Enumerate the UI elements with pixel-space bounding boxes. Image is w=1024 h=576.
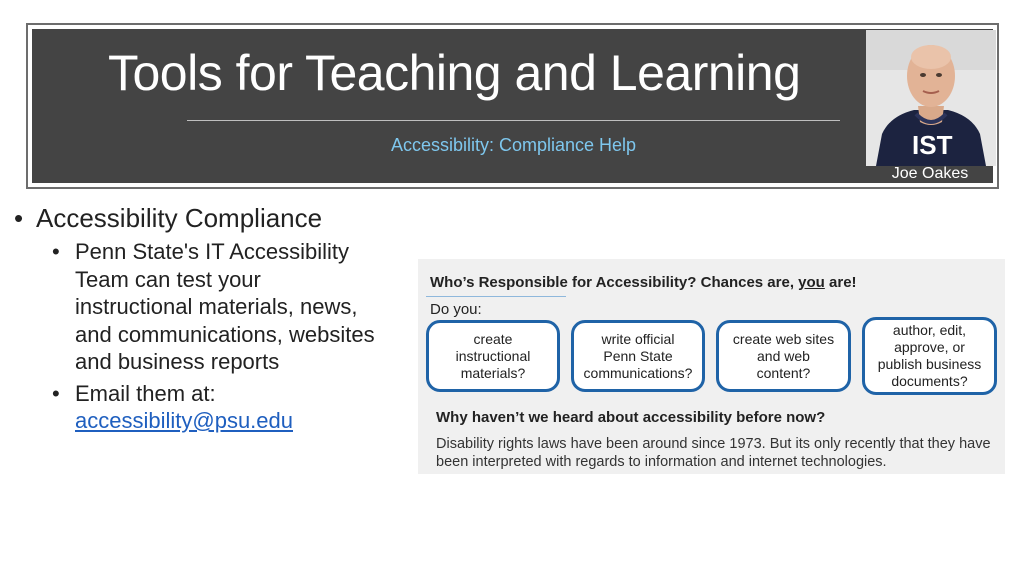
- bullet-main-text: Accessibility Compliance: [36, 203, 323, 233]
- box-text: create web sites and web content?: [732, 330, 835, 381]
- infographic-question: Why haven’t we heard about accessibility before now?: [436, 409, 826, 426]
- bullet-list: [14, 202, 414, 435]
- sub-bullet-it-team: [52, 238, 414, 376]
- email-link[interactable]: accessibility@psu.edu: [75, 408, 293, 433]
- box-official-communications: [571, 320, 705, 392]
- heading-suffix: are!: [824, 274, 857, 291]
- box-instructional-materials: [426, 320, 560, 392]
- infographic-divider: [426, 296, 566, 297]
- sub-bullet-line: Team can test your: [75, 266, 261, 292]
- sub-bullet-line: and communications, websites: [75, 321, 375, 347]
- bullet-dot: •: [52, 239, 60, 264]
- box-text: write official Penn State communications?: [583, 330, 693, 381]
- svg-text:IST: IST: [912, 130, 953, 160]
- slide-title: Tools for Teaching and Learning: [108, 45, 801, 101]
- presenter-name: Joe Oakes: [891, 165, 969, 182]
- title-divider: [187, 120, 840, 121]
- box-business-documents: [862, 317, 997, 395]
- heading-you: you: [798, 274, 825, 291]
- presenter-portrait-image: [866, 30, 996, 166]
- bullet-dot: •: [14, 203, 24, 233]
- heading-text: Who’s Responsible for Accessibility? Chances are,: [430, 274, 799, 291]
- bullet-accessibility-compliance: [14, 202, 414, 234]
- email-label: Email them at:: [75, 380, 216, 406]
- box-web-content: [716, 320, 851, 392]
- do-you-label: Do you:: [430, 301, 482, 318]
- title-banner: [26, 23, 999, 189]
- sub-bullet-line: instructional materials, news,: [75, 294, 358, 319]
- sub-bullet-line: and business reports: [75, 349, 280, 374]
- title-banner-background: [32, 29, 993, 183]
- slide-subtitle: Accessibility: Compliance Help: [390, 135, 637, 155]
- responsibility-infographic: [418, 259, 1005, 474]
- box-text: author, edit, approve, or publish business documents?: [877, 322, 982, 389]
- infographic-paragraph: Disability rights laws have been around since 1973. But its only recently that they have been interpreted with regards to information and internet technologies.: [436, 436, 991, 470]
- presenter-photo: [866, 30, 996, 166]
- sub-bullet-email: [52, 380, 414, 435]
- bullet-dot: •: [52, 380, 60, 406]
- sub-bullet-line: Penn State's IT Accessibility: [75, 239, 350, 264]
- infographic-heading: [430, 274, 857, 291]
- box-text: create instructional materials?: [455, 330, 531, 381]
